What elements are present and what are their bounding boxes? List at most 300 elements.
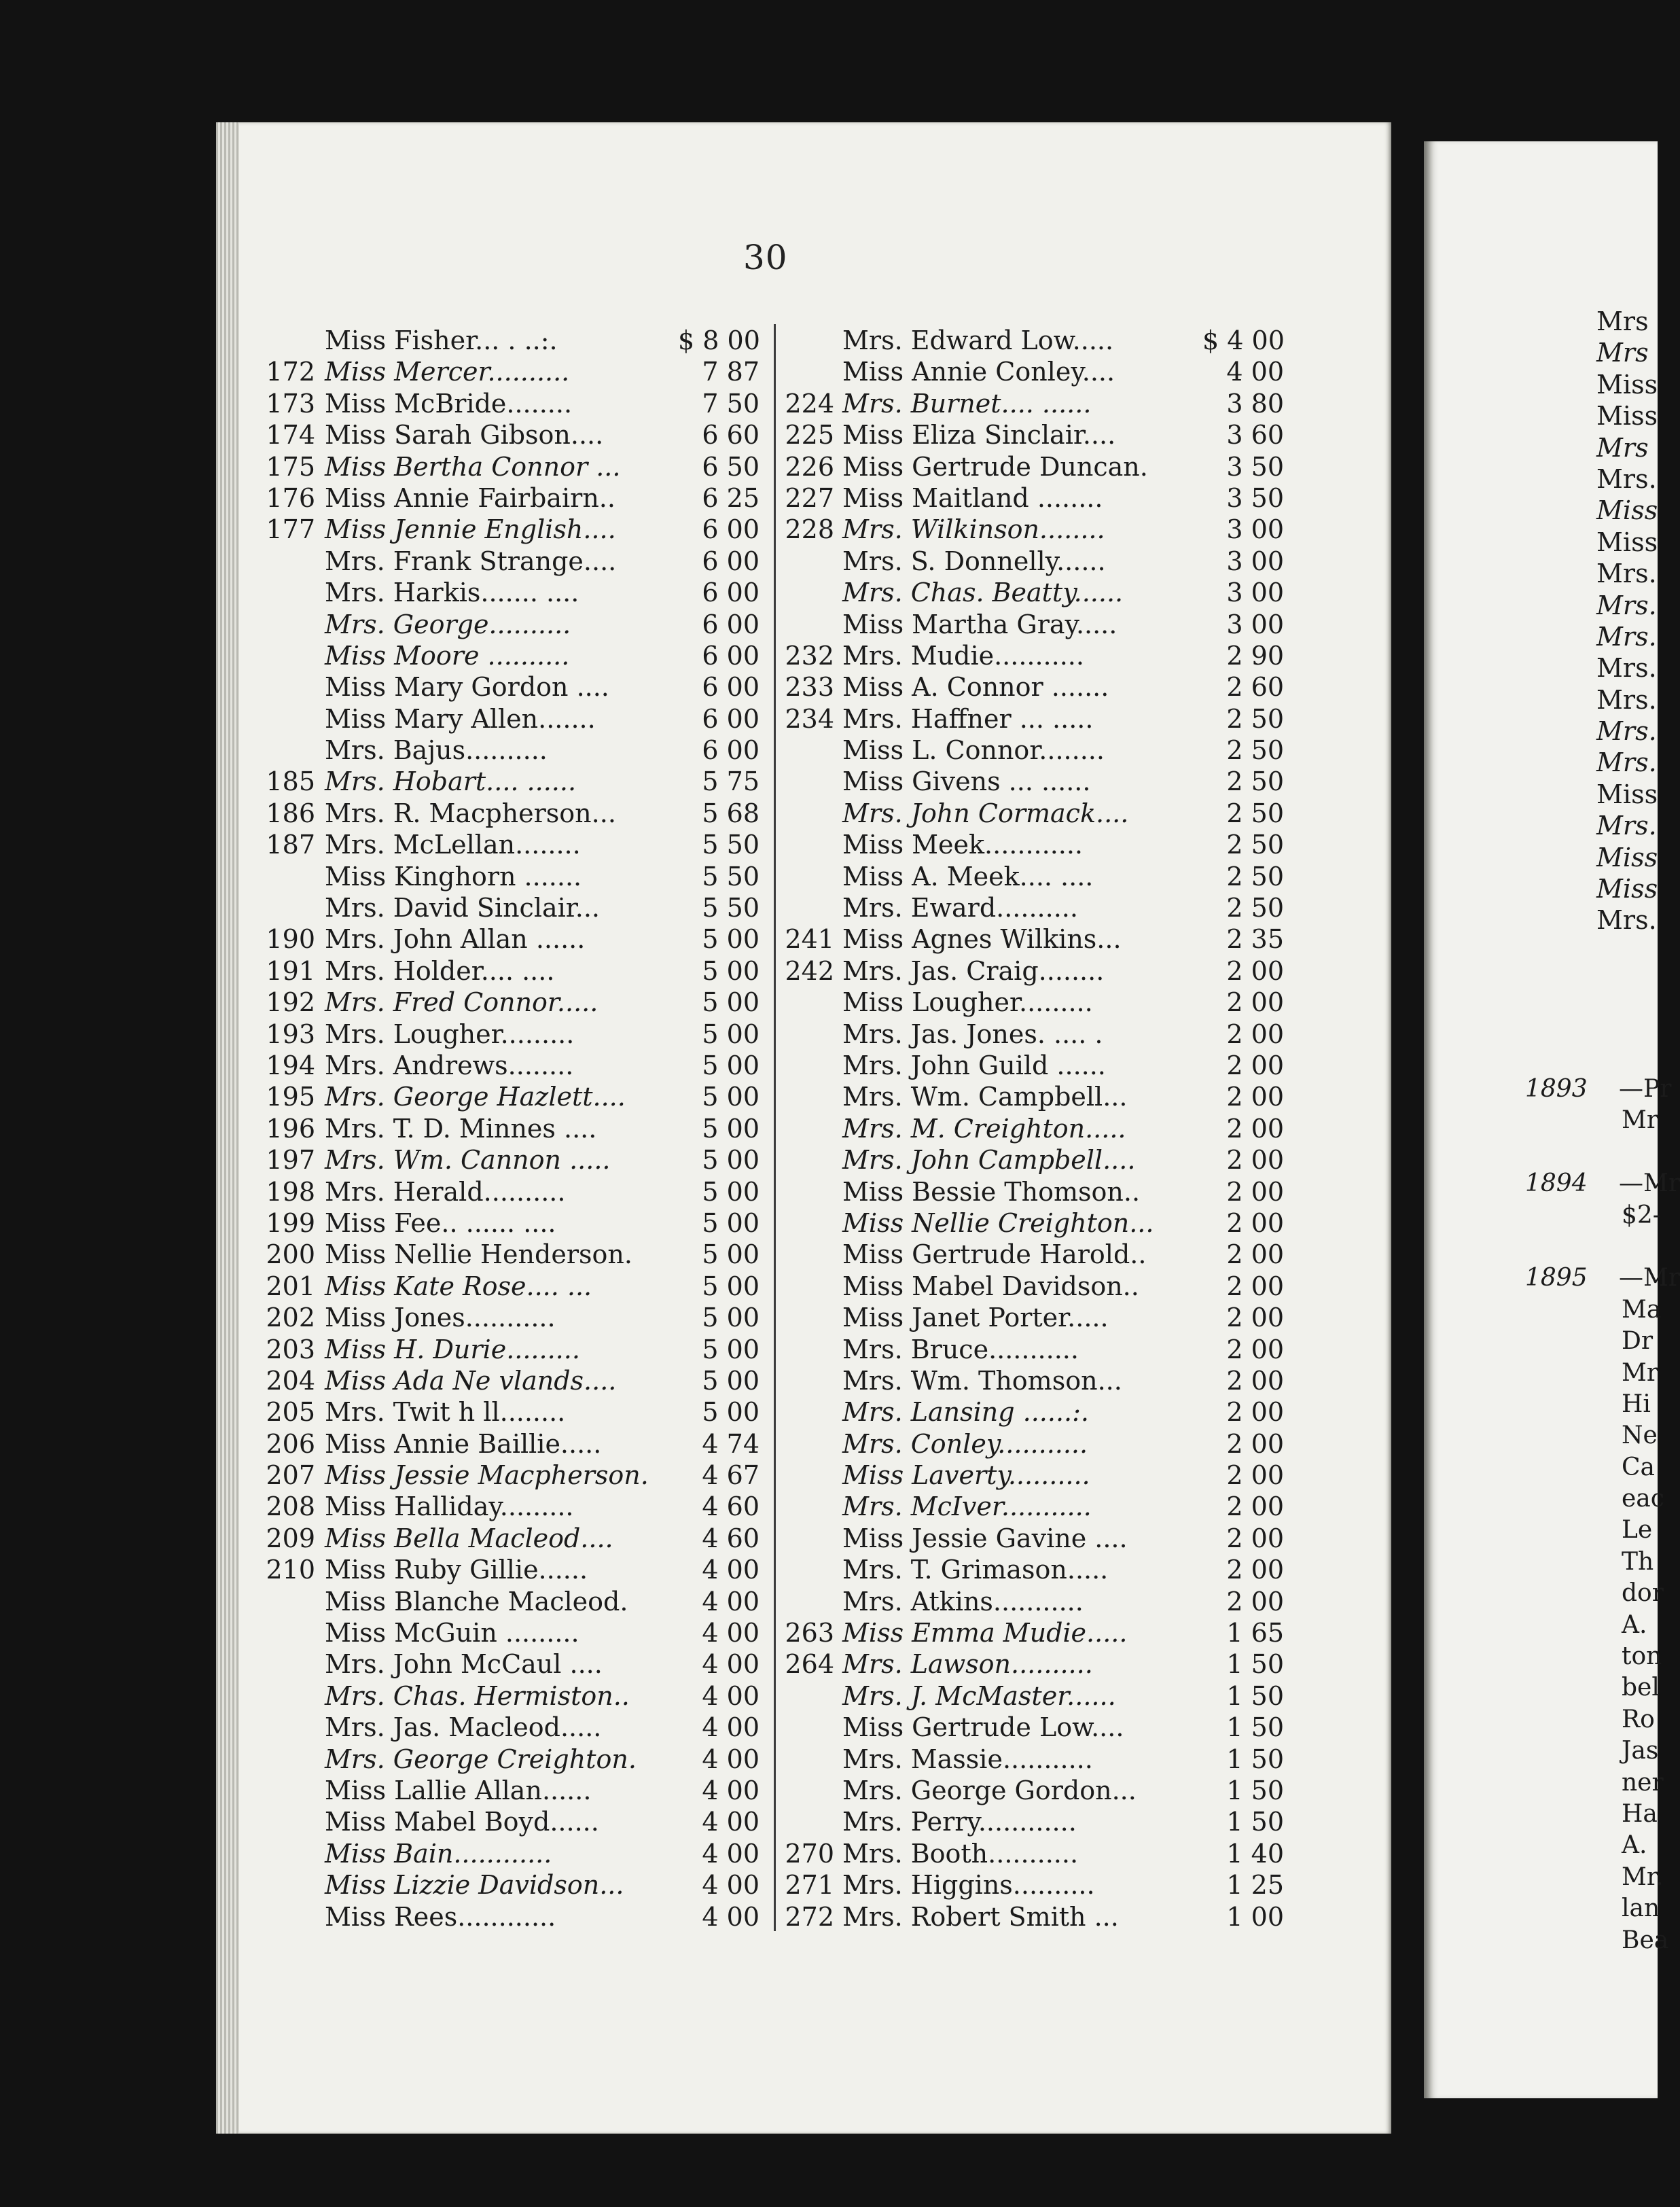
subscription-amount: 2 00 bbox=[1226, 1491, 1284, 1522]
subscription-amount: 3 00 bbox=[1226, 609, 1284, 639]
list-item bbox=[785, 1901, 1284, 1932]
subscriber-name: Mrs. Twit h ll........ bbox=[325, 1397, 566, 1428]
list-item bbox=[266, 1271, 759, 1302]
subscriber-name: Mrs. Chas. Hermiston.. bbox=[325, 1680, 630, 1711]
list-item bbox=[842, 1460, 1284, 1491]
list-item bbox=[842, 735, 1284, 766]
subscriber-name: Mrs. Jas. Macleod..... bbox=[325, 1712, 602, 1743]
entry-number: 199 bbox=[266, 1207, 315, 1238]
entry-number: 192 bbox=[266, 987, 315, 1018]
subscription-amount: 4 74 bbox=[702, 1428, 759, 1459]
subscriber-name: Miss Mercer.......... bbox=[325, 357, 570, 387]
subscription-amount: 2 00 bbox=[1226, 1019, 1284, 1049]
list-item bbox=[325, 1712, 759, 1743]
list-item bbox=[785, 388, 1284, 419]
list-item bbox=[842, 1396, 1284, 1428]
subscriber-name: Mrs. Higgins.......... bbox=[842, 1870, 1095, 1901]
subscription-amount: 2 00 bbox=[1226, 1428, 1284, 1459]
list-item bbox=[266, 1428, 759, 1460]
list-item bbox=[325, 1680, 759, 1712]
list-item bbox=[842, 798, 1284, 829]
subscriber-name: Miss A. Connor ....... bbox=[842, 672, 1109, 703]
next-page-note-line bbox=[1525, 1137, 1658, 1168]
subscriber-name: Mrs. Conley........... bbox=[842, 1428, 1088, 1459]
subscription-amount: 4 00 bbox=[702, 1555, 759, 1585]
subscriber-name: Mrs. R. Macpherson... bbox=[325, 798, 616, 828]
subscriber-name: Mrs. Frank Strange.... bbox=[325, 546, 617, 576]
list-item bbox=[785, 1617, 1284, 1648]
list-item bbox=[325, 1901, 759, 1932]
list-item bbox=[842, 1491, 1284, 1522]
list-item bbox=[266, 1396, 759, 1428]
note-text: —Pr bbox=[1619, 1075, 1672, 1103]
entry-number: 208 bbox=[266, 1491, 315, 1522]
entry-number: 193 bbox=[266, 1019, 315, 1049]
next-page-note-line bbox=[1525, 1641, 1662, 1672]
next-page-fragment: Miss bbox=[1596, 842, 1658, 872]
subscriber-name: Mrs. George.......... bbox=[325, 609, 571, 639]
subscription-amount: 2 00 bbox=[1226, 1113, 1284, 1144]
subscription-amount: 2 00 bbox=[1226, 1397, 1284, 1428]
subscriber-name: Mrs. Fred Connor..... bbox=[325, 987, 598, 1018]
next-page-note-line bbox=[1525, 1830, 1658, 1861]
subscription-amount: 7 50 bbox=[702, 388, 759, 419]
subscriber-name: Miss Kinghorn ....... bbox=[325, 861, 582, 891]
subscriber-name: Mrs. Eward.......... bbox=[842, 893, 1078, 923]
note-text: Th bbox=[1622, 1547, 1654, 1576]
list-item bbox=[266, 955, 759, 987]
subscriber-name: Miss Mabel Boyd...... bbox=[325, 1807, 599, 1837]
list-item bbox=[325, 1838, 759, 1869]
subscription-amount: 6 00 bbox=[702, 578, 759, 608]
next-page-note-line bbox=[1525, 1358, 1658, 1389]
subscriber-name: Mrs. M. Creighton..... bbox=[842, 1113, 1126, 1144]
next-page-fragment: Miss bbox=[1596, 527, 1658, 557]
subscriber-name: Mrs. Wm. Cannon ..... bbox=[325, 1145, 611, 1176]
next-page-fragment: Mrs. bbox=[1596, 716, 1657, 747]
next-page-note-line bbox=[1525, 1074, 1672, 1105]
note-text: ner bbox=[1622, 1768, 1664, 1797]
next-page-note-line bbox=[1525, 1452, 1658, 1483]
entry-number: 202 bbox=[266, 1303, 315, 1333]
entry-number: 206 bbox=[266, 1428, 315, 1459]
subscriber-name: Miss Lallie Allan...... bbox=[325, 1775, 592, 1805]
entry-number: 201 bbox=[266, 1271, 315, 1301]
next-page-note-line bbox=[1525, 1105, 1658, 1136]
list-item bbox=[785, 514, 1284, 545]
subscriber-name: Miss Agnes Wilkins... bbox=[842, 924, 1122, 955]
next-page-note-line bbox=[1525, 1420, 1658, 1451]
note-text: Ha bbox=[1622, 1799, 1658, 1828]
next-page-fragment: Mrs. bbox=[1596, 811, 1657, 841]
subscriber-name: Mrs. David Sinclair... bbox=[325, 893, 601, 923]
subscription-amount: 1 00 bbox=[1226, 1901, 1284, 1932]
subscription-amount: 4 00 bbox=[702, 1586, 759, 1617]
subscriber-name: Mrs. Haffner ... ..... bbox=[842, 703, 1094, 734]
list-item bbox=[325, 861, 759, 892]
list-item bbox=[842, 609, 1284, 640]
list-item bbox=[325, 1869, 759, 1901]
subscriber-name: Mrs. T. D. Minnes .... bbox=[325, 1113, 597, 1144]
subscriber-name: Miss Rees............ bbox=[325, 1901, 556, 1932]
entry-number: 198 bbox=[266, 1176, 315, 1207]
list-item bbox=[266, 514, 759, 545]
subscriber-name: Mrs. George Hazlett.... bbox=[325, 1082, 626, 1112]
list-item bbox=[325, 577, 759, 608]
list-item bbox=[325, 1648, 759, 1680]
note-text: Ma bbox=[1622, 1295, 1662, 1324]
subscriber-name: Mrs. Lansing ......:. bbox=[842, 1397, 1089, 1428]
subscription-amount: 1 50 bbox=[1226, 1744, 1284, 1774]
subscription-amount: 2 00 bbox=[1226, 955, 1284, 986]
note-text: A. bbox=[1622, 1831, 1647, 1860]
list-item bbox=[325, 1775, 759, 1806]
subscriber-name: Mrs. Lawson.......... bbox=[842, 1649, 1093, 1680]
subscription-amount: 6 00 bbox=[702, 640, 759, 671]
list-item bbox=[842, 1050, 1284, 1081]
subscription-amount: 4 00 bbox=[702, 1712, 759, 1743]
subscription-amount: 5 00 bbox=[702, 1271, 759, 1301]
list-item bbox=[842, 1523, 1284, 1554]
list-item bbox=[325, 735, 759, 766]
subscriber-name: Mrs. T. Grimason..... bbox=[842, 1555, 1109, 1585]
subscriber-name: Miss Mary Gordon .... bbox=[325, 672, 609, 703]
subscriber-name: Miss Bertha Connor ... bbox=[325, 451, 621, 482]
entry-number: 195 bbox=[266, 1082, 315, 1112]
subscriber-name: Miss Jessie Gavine .... bbox=[842, 1523, 1128, 1553]
next-page-fragment: Mrs. bbox=[1596, 463, 1657, 494]
list-item bbox=[785, 923, 1284, 955]
entry-number: 190 bbox=[266, 924, 315, 955]
list-item bbox=[266, 1176, 759, 1207]
subscriber-name: Miss Lizzie Davidson... bbox=[325, 1870, 624, 1901]
list-item bbox=[785, 419, 1284, 451]
subscriber-name: Mrs. John Campbell.... bbox=[842, 1145, 1136, 1176]
next-page-fragment: Mrs bbox=[1596, 306, 1649, 336]
subscriber-name: Mrs. Jas. Jones. .... . bbox=[842, 1019, 1103, 1049]
subscriber-name: Miss A. Meek.... .... bbox=[842, 861, 1094, 891]
next-page-fragment: Miss bbox=[1596, 495, 1658, 526]
list-item bbox=[266, 1554, 759, 1585]
subscriber-name: Mrs. George Gordon... bbox=[842, 1775, 1137, 1805]
subscription-amount: 5 00 bbox=[702, 1334, 759, 1364]
entry-number: 263 bbox=[785, 1618, 834, 1648]
subscription-amount: 5 00 bbox=[702, 1397, 759, 1428]
list-item bbox=[785, 451, 1284, 482]
subscription-amount: 3 00 bbox=[1226, 546, 1284, 576]
note-text: lan bbox=[1622, 1894, 1660, 1923]
next-page-note-line bbox=[1525, 1735, 1658, 1767]
subscriber-name: Mrs. Robert Smith ... bbox=[842, 1901, 1119, 1932]
list-item bbox=[842, 1271, 1284, 1302]
list-item bbox=[842, 1806, 1284, 1837]
list-item bbox=[266, 766, 759, 797]
subscription-amount: 5 00 bbox=[702, 1145, 759, 1176]
list-item bbox=[266, 1207, 759, 1239]
list-item bbox=[842, 1207, 1284, 1239]
entry-number: 191 bbox=[266, 955, 315, 986]
subscriber-name: Mrs. John Allan ...... bbox=[325, 924, 586, 955]
list-item bbox=[266, 923, 759, 955]
note-text: Ro bbox=[1622, 1705, 1655, 1733]
list-item bbox=[325, 1744, 759, 1775]
subscriber-name: Miss Ruby Gillie...... bbox=[325, 1555, 588, 1585]
subscriber-name: Mrs. Massie........... bbox=[842, 1744, 1093, 1774]
subscription-amount: 2 50 bbox=[1226, 798, 1284, 828]
subscription-amount: 3 00 bbox=[1226, 578, 1284, 608]
subscription-amount: 4 60 bbox=[702, 1491, 759, 1522]
note-text: A. bbox=[1622, 1610, 1647, 1639]
subscription-amount: 2 60 bbox=[1226, 672, 1284, 703]
list-item bbox=[266, 829, 759, 860]
subscriber-name: Miss Annie Fairbairn.. bbox=[325, 482, 615, 513]
subscriber-name: Miss Halliday......... bbox=[325, 1491, 574, 1522]
subscription-amount: 2 50 bbox=[1226, 861, 1284, 891]
next-page-note-line bbox=[1525, 1893, 1658, 1924]
list-item bbox=[266, 1144, 759, 1176]
next-page-note-line bbox=[1525, 1767, 1664, 1799]
subscription-amount: 5 00 bbox=[702, 924, 759, 955]
subscriber-name: Mrs. Andrews........ bbox=[325, 1050, 574, 1080]
subscriber-name: Miss Moore .......... bbox=[325, 640, 570, 671]
next-page-note-line bbox=[1525, 1200, 1661, 1231]
next-page-fragment: Mrs bbox=[1596, 432, 1649, 463]
subscriber-name: Mrs. John McCaul .... bbox=[325, 1649, 603, 1680]
entry-number: 205 bbox=[266, 1397, 315, 1428]
list-item bbox=[266, 482, 759, 514]
entry-number: 272 bbox=[785, 1901, 834, 1932]
subscriber-name: Mrs. S. Donnelly...... bbox=[842, 546, 1106, 576]
subscription-amount: 5 00 bbox=[702, 1019, 759, 1049]
entry-number: 224 bbox=[785, 388, 834, 419]
subscriber-name: Miss McGuin ......... bbox=[325, 1618, 579, 1648]
note-text: Jas bbox=[1622, 1737, 1659, 1765]
subscription-amount: $ 8 00 bbox=[678, 325, 760, 355]
subscriber-name: Miss Jennie English.... bbox=[325, 514, 616, 545]
list-item bbox=[266, 798, 759, 829]
subscription-amount: 4 00 bbox=[702, 1618, 759, 1648]
entry-number: 203 bbox=[266, 1334, 315, 1364]
subscriber-name: Mrs. Booth........... bbox=[842, 1838, 1079, 1869]
subscriber-name: Miss Kate Rose.... ... bbox=[325, 1271, 592, 1301]
subscription-amount: 5 00 bbox=[702, 1239, 759, 1270]
entry-number: 210 bbox=[266, 1555, 315, 1585]
subscription-amount: 6 00 bbox=[702, 514, 759, 545]
subscriber-name: Miss McBride........ bbox=[325, 388, 573, 419]
subscriber-name: Miss Jessie Macpherson. bbox=[325, 1460, 649, 1491]
subscription-amount: 3 80 bbox=[1226, 388, 1284, 419]
list-item bbox=[325, 325, 759, 356]
subscriber-name: Miss Gertrude Low.... bbox=[842, 1712, 1124, 1743]
subscription-amount: 2 00 bbox=[1226, 1460, 1284, 1491]
list-item bbox=[266, 1050, 759, 1081]
note-text: Mr bbox=[1622, 1358, 1659, 1387]
next-page-note-line bbox=[1525, 1483, 1664, 1515]
subscriber-name: Miss Bella Macleod.... bbox=[325, 1523, 613, 1553]
subscription-amount: 2 50 bbox=[1226, 830, 1284, 860]
next-page-note-line bbox=[1525, 1672, 1658, 1703]
subscription-amount: 2 00 bbox=[1226, 1334, 1284, 1364]
list-item bbox=[266, 1334, 759, 1365]
subscription-amount: 6 00 bbox=[702, 672, 759, 703]
entry-number: 264 bbox=[785, 1649, 834, 1680]
list-item bbox=[266, 1081, 759, 1112]
list-item bbox=[842, 1176, 1284, 1207]
note-text: Dr bbox=[1622, 1327, 1654, 1356]
list-item bbox=[785, 703, 1284, 735]
list-item bbox=[785, 955, 1284, 987]
subscription-amount: 1 50 bbox=[1226, 1712, 1284, 1743]
entry-number: 227 bbox=[785, 482, 834, 513]
subscriber-name: Mrs. Wilkinson........ bbox=[842, 514, 1105, 545]
subscription-amount: 3 60 bbox=[1226, 420, 1284, 451]
next-page-name-fragments bbox=[1596, 306, 1658, 936]
next-page-fragment: Mrs bbox=[1596, 338, 1649, 368]
subscriber-name: Miss Eliza Sinclair.... bbox=[842, 420, 1116, 451]
list-item bbox=[325, 892, 759, 923]
subscription-amount: 4 00 bbox=[702, 1744, 759, 1774]
next-page-note-line bbox=[1525, 1294, 1662, 1326]
subscription-amount: 4 00 bbox=[702, 1807, 759, 1837]
subscription-amount: 6 00 bbox=[702, 546, 759, 576]
next-page-note-line bbox=[1525, 1578, 1664, 1609]
entry-number: 176 bbox=[266, 482, 315, 513]
list-item bbox=[785, 482, 1284, 514]
list-item bbox=[842, 892, 1284, 923]
subscriber-name: Mrs. Perry............ bbox=[842, 1807, 1077, 1837]
list-item bbox=[785, 1648, 1284, 1680]
note-text: bel bbox=[1622, 1674, 1660, 1702]
next-page-fragment: Mrs. bbox=[1596, 590, 1657, 620]
subscriber-name: Mrs. Hobart.... ...... bbox=[325, 766, 577, 797]
next-page-fragment: Mrs. bbox=[1596, 747, 1657, 778]
list-item bbox=[266, 1491, 759, 1522]
list-item bbox=[842, 1365, 1284, 1396]
note-text: Le bbox=[1622, 1516, 1653, 1544]
subscriber-name: Miss Givens ... ...... bbox=[842, 766, 1091, 797]
subscription-amount: 6 25 bbox=[702, 482, 759, 513]
subscriber-name: Mrs. McIver........... bbox=[842, 1491, 1092, 1522]
list-item bbox=[325, 671, 759, 703]
subscription-amount: 5 00 bbox=[702, 1303, 759, 1333]
subscriber-name: Miss Bain............ bbox=[325, 1838, 552, 1869]
subscription-amount: 2 00 bbox=[1226, 1239, 1284, 1270]
subscription-amount: 5 00 bbox=[702, 1176, 759, 1207]
entry-number: 226 bbox=[785, 451, 834, 482]
subscription-amount: 1 65 bbox=[1226, 1618, 1284, 1648]
subscriber-name: Mrs. George Creighton. bbox=[325, 1744, 637, 1774]
subscriber-name: Mrs. Wm. Thomson... bbox=[842, 1365, 1122, 1396]
subscription-amount: 4 00 bbox=[1226, 357, 1284, 387]
note-text: Mr. bbox=[1622, 1862, 1664, 1891]
list-item bbox=[842, 1775, 1284, 1806]
entry-number: 233 bbox=[785, 672, 834, 703]
subscription-amount: 4 67 bbox=[702, 1460, 759, 1491]
next-page-fragment: Miss bbox=[1596, 779, 1658, 809]
entry-number: 225 bbox=[785, 420, 834, 451]
next-page-note-line bbox=[1525, 1168, 1680, 1199]
subscription-amount: 3 00 bbox=[1226, 514, 1284, 545]
subscription-amount: 5 50 bbox=[702, 861, 759, 891]
subscriber-name: Miss Nellie Creighton... bbox=[842, 1207, 1154, 1238]
subscriber-name: Miss Nellie Henderson. bbox=[325, 1239, 632, 1270]
next-page-note-line bbox=[1525, 1925, 1669, 1956]
subscription-amount: 2 00 bbox=[1226, 1050, 1284, 1080]
list-item bbox=[325, 609, 759, 640]
note-year: 1894 bbox=[1525, 1169, 1588, 1198]
subscriber-name: Miss Gertrude Duncan. bbox=[842, 451, 1148, 482]
subscriber-name: Miss Blanche Macleod. bbox=[325, 1586, 628, 1617]
list-item bbox=[842, 577, 1284, 608]
subscription-amount: 2 50 bbox=[1226, 766, 1284, 797]
list-item bbox=[325, 640, 759, 671]
note-text: Hi bbox=[1622, 1390, 1651, 1418]
subscriber-name: Mrs. Holder.... .... bbox=[325, 955, 555, 986]
next-page-fragment: Mrs. bbox=[1596, 905, 1657, 936]
next-page-note-line bbox=[1525, 1231, 1658, 1263]
entry-number: 194 bbox=[266, 1050, 315, 1080]
subscriber-name: Miss Annie Baillie..... bbox=[325, 1428, 602, 1459]
list-item bbox=[785, 671, 1284, 703]
subscription-amount: 5 00 bbox=[702, 987, 759, 1018]
note-text: dor bbox=[1622, 1579, 1664, 1608]
subscription-amount: 3 50 bbox=[1226, 482, 1284, 513]
list-item bbox=[842, 325, 1284, 356]
entry-number: 197 bbox=[266, 1145, 315, 1176]
subscriber-name: Miss Ada Ne vlands.... bbox=[325, 1365, 617, 1396]
list-item bbox=[325, 703, 759, 735]
list-item bbox=[842, 1019, 1284, 1050]
subscriber-name: Miss H. Durie......... bbox=[325, 1334, 580, 1364]
subscription-amount: 4 00 bbox=[702, 1649, 759, 1680]
next-page-fragment: Mrs. bbox=[1596, 653, 1657, 684]
list-item bbox=[842, 1334, 1284, 1365]
subscriber-name: Miss Maitland ........ bbox=[842, 482, 1103, 513]
list-item bbox=[785, 640, 1284, 671]
list-item bbox=[266, 356, 759, 387]
subscriber-name: Miss Sarah Gibson.... bbox=[325, 420, 604, 451]
subscription-amount: 6 00 bbox=[702, 609, 759, 639]
next-page-fragment: Miss bbox=[1596, 874, 1658, 904]
entry-number: 242 bbox=[785, 955, 834, 986]
subscription-amount: 5 50 bbox=[702, 830, 759, 860]
subscriber-name: Miss Emma Mudie..... bbox=[842, 1618, 1128, 1648]
subscriber-name: Miss L. Connor........ bbox=[842, 735, 1105, 766]
note-text: —Mr bbox=[1619, 1169, 1680, 1198]
subscription-amount: 5 50 bbox=[702, 893, 759, 923]
subscriber-name: Mrs. McLellan........ bbox=[325, 830, 581, 860]
subscription-amount: 1 40 bbox=[1226, 1838, 1284, 1869]
subscriber-name: Miss Bessie Thomson.. bbox=[842, 1176, 1141, 1207]
next-page-note-line bbox=[1525, 1610, 1658, 1641]
subscription-amount: 1 50 bbox=[1226, 1775, 1284, 1805]
list-item bbox=[785, 1838, 1284, 1869]
entry-number: 209 bbox=[266, 1523, 315, 1553]
entry-number: 174 bbox=[266, 420, 315, 451]
subscription-amount: 1 25 bbox=[1226, 1870, 1284, 1901]
subscriber-name: Mrs. Burnet.... ...... bbox=[842, 388, 1092, 419]
subscription-amount: 4 00 bbox=[702, 1838, 759, 1869]
list-item bbox=[842, 1081, 1284, 1112]
subscription-amount: 5 00 bbox=[702, 1365, 759, 1396]
list-item bbox=[842, 861, 1284, 892]
list-item bbox=[842, 1586, 1284, 1617]
list-item bbox=[842, 987, 1284, 1018]
list-item bbox=[266, 1460, 759, 1491]
list-item bbox=[842, 1680, 1284, 1712]
list-item bbox=[842, 1302, 1284, 1333]
subscriber-name: Mrs. Bruce........... bbox=[842, 1334, 1079, 1364]
